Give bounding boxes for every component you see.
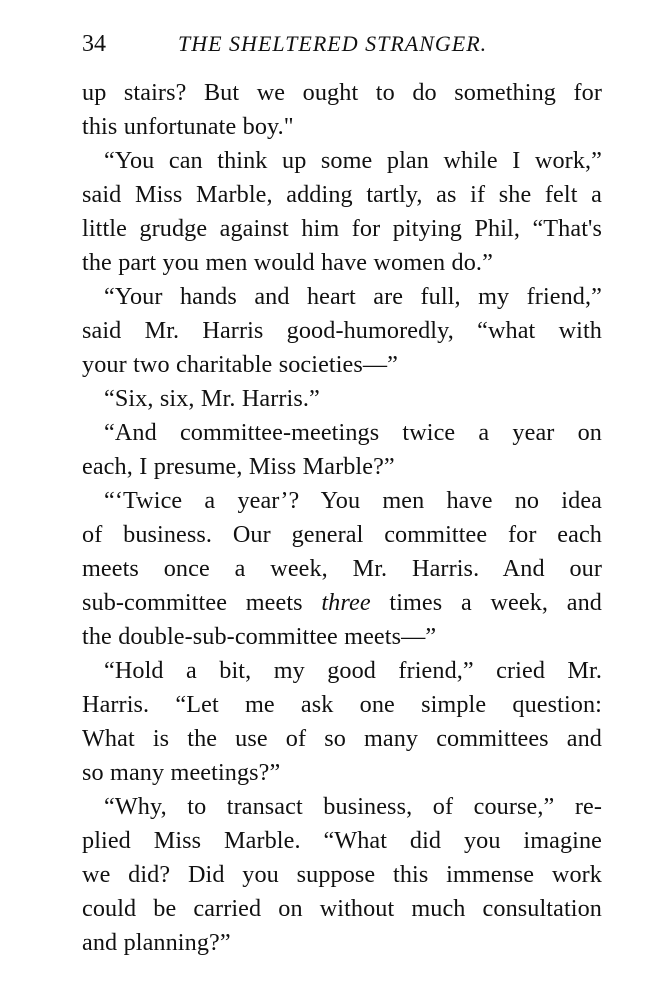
text-line: and planning?”	[82, 929, 231, 956]
text-line: this unfortunate boy."	[82, 113, 294, 140]
text-line: “Six, six, Mr. Harris.”	[104, 385, 320, 412]
text-fragment: sub-committee meets	[82, 589, 303, 616]
text-line: “You can think up some plan while I work,”	[104, 147, 602, 174]
text-line: the double-sub-committee meets—”	[82, 623, 437, 650]
text-line: “Why, to transact business, of course,” re-	[104, 793, 602, 820]
text-line: Harris. “Let me ask one simple question:	[82, 691, 602, 718]
text-line: your two charitable societies—”	[82, 351, 399, 378]
running-head: THE SHELTERED STRANGER.	[178, 31, 488, 56]
body-text	[82, 76, 602, 960]
page-number: 34	[82, 31, 106, 57]
text-line: “Hold a bit, my good friend,” cried Mr.	[104, 657, 602, 684]
text-line: “And committee-meetings twice a year on	[104, 419, 602, 446]
text-line: said Miss Marble, adding tartly, as if she felt a	[82, 181, 602, 208]
text-line: plied Miss Marble. “What did you imagine	[82, 827, 602, 854]
text-line: each, I presume, Miss Marble?”	[82, 453, 395, 480]
text-line: the part you men would have women do.”	[82, 249, 493, 276]
text-line: What is the use of so many committees and	[82, 725, 602, 752]
page-header	[82, 28, 602, 60]
text-line-with-emphasis	[82, 586, 602, 620]
text-line: could be carried on without much consultation	[82, 895, 602, 922]
text-line: “‘Twice a year’? You men have no idea	[104, 487, 602, 514]
text-line: “Your hands and heart are full, my friend,”	[104, 283, 602, 310]
text-line: up stairs? But we ought to do something for	[82, 79, 602, 106]
text-line: meets once a week, Mr. Harris. And our	[82, 555, 602, 582]
text-line: of business. Our general committee for each	[82, 521, 602, 548]
text-line: said Mr. Harris good-humoredly, “what with	[82, 317, 602, 344]
text-line: we did? Did you suppose this immense work	[82, 861, 602, 888]
emphasized-word: three	[321, 589, 371, 616]
text-fragment: times a week, and	[389, 589, 602, 616]
text-line: so many meetings?”	[82, 759, 281, 786]
text-line: little grudge against him for pitying Phil, “That's	[82, 215, 602, 242]
